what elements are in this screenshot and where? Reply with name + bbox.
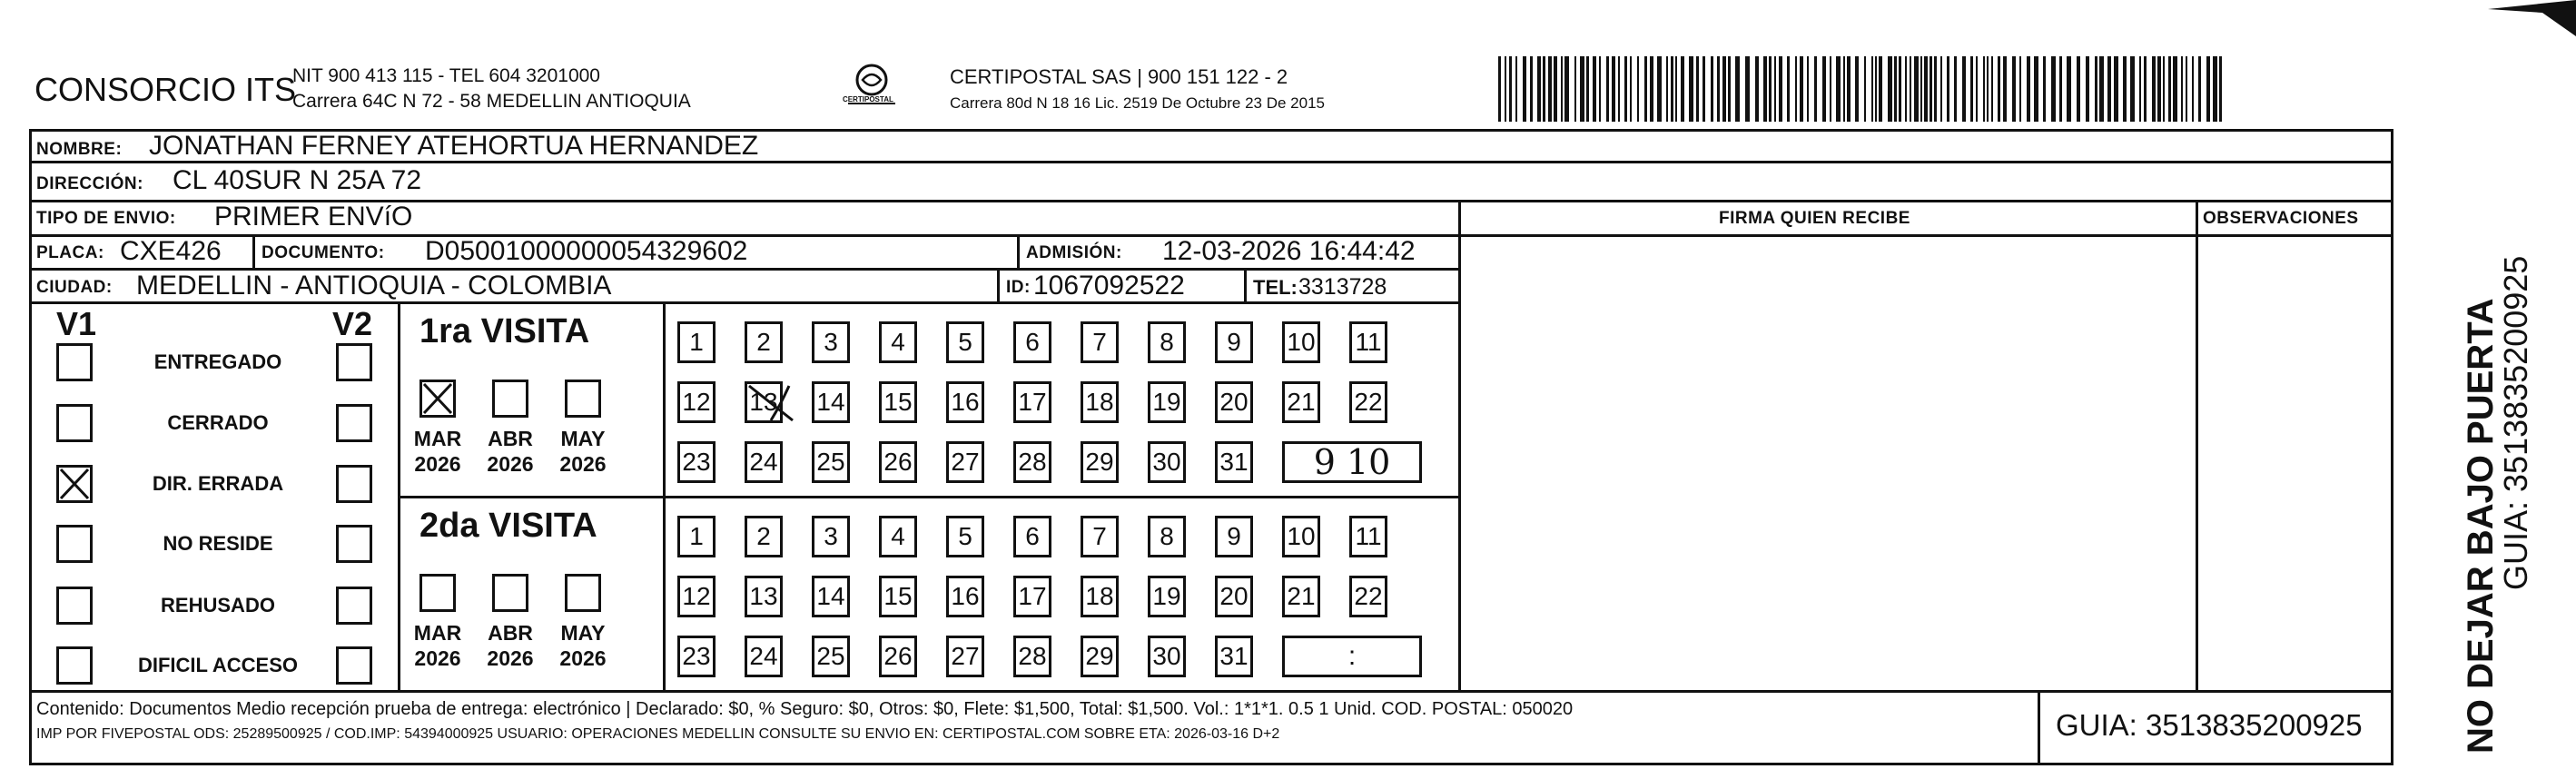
visit-time-value: : bbox=[1347, 641, 1357, 671]
visit-day-box[interactable] bbox=[1148, 516, 1186, 557]
visit-day-box[interactable] bbox=[677, 441, 716, 483]
visit-year-label: 2026 bbox=[487, 646, 534, 670]
visit-day-number: 31 bbox=[1219, 448, 1249, 476]
visit-day-box[interactable] bbox=[812, 321, 850, 363]
cross-out-icon bbox=[744, 379, 798, 428]
visit-month-checkbox[interactable] bbox=[419, 574, 456, 612]
visit-day-number: 29 bbox=[1085, 448, 1114, 476]
visit-day-box[interactable] bbox=[1081, 636, 1119, 677]
visit-day-box[interactable] bbox=[745, 516, 783, 557]
visit-day-box[interactable] bbox=[1013, 516, 1051, 557]
visit-day-box[interactable] bbox=[677, 516, 716, 557]
check-x-icon bbox=[422, 382, 453, 415]
visit-day-box[interactable] bbox=[745, 321, 783, 363]
visit-month-label: MAR bbox=[413, 427, 462, 450]
visit-day-box[interactable] bbox=[1215, 516, 1253, 557]
visit-day-number: 22 bbox=[1354, 582, 1383, 610]
visit-day-box[interactable] bbox=[1215, 381, 1253, 423]
side-guia: GUIA: 3513835200925 bbox=[2497, 255, 2534, 590]
visit-day-box[interactable] bbox=[1013, 441, 1051, 483]
visit-day-box[interactable] bbox=[1148, 576, 1186, 617]
visit-day-number: 25 bbox=[816, 642, 845, 670]
visit-day-box[interactable] bbox=[1215, 441, 1253, 483]
visit-day-number: 21 bbox=[1287, 388, 1316, 416]
guia-box-text: GUIA: 3513835200925 bbox=[2056, 708, 2363, 742]
visit-day-number: 8 bbox=[1160, 328, 1174, 356]
status-option-label: NO RESIDE bbox=[163, 532, 273, 555]
visit-day-number: 24 bbox=[749, 448, 778, 476]
visit-day-number: 28 bbox=[1018, 448, 1047, 476]
visit-day-number: 3 bbox=[824, 328, 838, 356]
status-v2-checkbox[interactable] bbox=[336, 404, 372, 442]
status-v2-checkbox[interactable] bbox=[336, 465, 372, 503]
visit-day-box[interactable] bbox=[1013, 576, 1051, 617]
visit-day-number: 1 bbox=[689, 522, 704, 550]
visit-day-box[interactable] bbox=[879, 441, 917, 483]
documento-value: D05001000000054329602 bbox=[425, 236, 748, 266]
visit-day-number: 4 bbox=[891, 522, 905, 550]
visit-day-number: 2 bbox=[756, 522, 771, 550]
visit-year-label: 2026 bbox=[487, 452, 534, 476]
visit-day-number: 14 bbox=[816, 388, 845, 416]
logo-caption: CERTIPOSTAL bbox=[843, 95, 893, 104]
visit-day-box[interactable] bbox=[879, 636, 917, 677]
nombre-label: NOMBRE: bbox=[36, 140, 123, 159]
observaciones-label: OBSERVACIONES bbox=[2203, 209, 2359, 228]
visit-day-number: 26 bbox=[883, 642, 913, 670]
visit-day-number: 9 bbox=[1227, 522, 1241, 550]
visit-day-box[interactable] bbox=[1148, 381, 1186, 423]
visit-month-label: ABR bbox=[488, 427, 533, 450]
visit-time-box[interactable] bbox=[1282, 441, 1422, 483]
certipostal-logo bbox=[835, 60, 908, 114]
visit-day-number: 15 bbox=[883, 388, 913, 416]
visit-day-box[interactable] bbox=[1282, 516, 1320, 557]
visit-day-box[interactable] bbox=[745, 381, 783, 423]
visit-day-box[interactable] bbox=[946, 321, 984, 363]
visit-day-number: 1 bbox=[689, 328, 704, 356]
id-value: 1067092522 bbox=[1033, 271, 1185, 301]
visit-year-label: 2026 bbox=[559, 452, 607, 476]
admision-label: ADMISIÓN: bbox=[1026, 243, 1122, 262]
nombre-value: JONATHAN FERNEY ATEHORTUA HERNANDEZ bbox=[149, 131, 759, 161]
id-label: ID: bbox=[1006, 278, 1031, 297]
visit-day-box[interactable] bbox=[677, 576, 716, 617]
visit-day-number: 17 bbox=[1018, 582, 1047, 610]
visit-day-number: 6 bbox=[1025, 328, 1040, 356]
status-v1-checkbox[interactable] bbox=[56, 465, 93, 503]
visit-month-label: ABR bbox=[488, 621, 533, 645]
placa-label: PLACA: bbox=[36, 243, 104, 262]
visit-day-box[interactable] bbox=[745, 576, 783, 617]
visit-day-box[interactable] bbox=[1148, 321, 1186, 363]
status-v2-checkbox[interactable] bbox=[336, 587, 372, 625]
visit-day-number: 26 bbox=[883, 448, 913, 476]
visit-day-number: 23 bbox=[682, 448, 711, 476]
visit-day-number: 13 bbox=[749, 582, 778, 610]
visit-day-number: 25 bbox=[816, 448, 845, 476]
visit-month-checkbox[interactable] bbox=[419, 380, 456, 418]
visit-day-box[interactable] bbox=[1282, 576, 1320, 617]
visit-day-number: 27 bbox=[951, 448, 980, 476]
visit-day-box[interactable] bbox=[946, 576, 984, 617]
ciudad-label: CIUDAD: bbox=[36, 278, 113, 297]
firma-label: FIRMA QUIEN RECIBE bbox=[1719, 209, 1910, 228]
visit-day-box[interactable] bbox=[812, 576, 850, 617]
visit-year-label: 2026 bbox=[414, 452, 461, 476]
visit-day-number: 18 bbox=[1085, 582, 1114, 610]
visit-day-number: 31 bbox=[1219, 642, 1249, 670]
visit-day-number: 30 bbox=[1152, 642, 1181, 670]
visit-day-number: 19 bbox=[1152, 388, 1181, 416]
visit-day-number: 24 bbox=[749, 642, 778, 670]
status-v1-checkbox[interactable] bbox=[56, 525, 93, 563]
visit-day-number: 11 bbox=[1355, 522, 1382, 550]
side-warning: NO DEJAR BAJO PUERTA bbox=[2461, 298, 2501, 754]
visit-day-number: 11 bbox=[1355, 328, 1382, 356]
visit-day-number: 16 bbox=[951, 388, 980, 416]
visit-title: 2da VISITA bbox=[419, 507, 597, 545]
visit-day-box[interactable] bbox=[879, 576, 917, 617]
status-v1-checkbox[interactable] bbox=[56, 404, 93, 442]
visit-day-number: 15 bbox=[883, 582, 913, 610]
visit-day-box[interactable] bbox=[1013, 636, 1051, 677]
visit-month-checkbox[interactable] bbox=[565, 380, 601, 418]
visit-day-number: 2 bbox=[756, 328, 771, 356]
visit-day-box[interactable] bbox=[812, 381, 850, 423]
visit-day-box[interactable] bbox=[812, 636, 850, 677]
status-option-label: DIR. ERRADA bbox=[152, 472, 284, 495]
barcode bbox=[1498, 56, 2229, 122]
visit-day-number: 17 bbox=[1018, 388, 1047, 416]
visit-day-number: 10 bbox=[1287, 522, 1316, 550]
contenido-line: Contenido: Documentos Medio recepción prueba de entrega: electrónico | Declarado: $0, % Seguro: $0, Otros: $0, Flete: $1,500, Total: $1,500. Vol.: 1*1*1. 0.5 1 Unid. COD. POSTAL: 050020 bbox=[36, 699, 1574, 719]
status-option-label: CERRADO bbox=[167, 411, 269, 434]
visit-month-label: MAR bbox=[413, 621, 462, 645]
company-nit: NIT 900 413 115 - TEL 604 3201000 bbox=[292, 65, 600, 86]
visit-day-box[interactable] bbox=[1215, 576, 1253, 617]
visit-day-number: 5 bbox=[958, 328, 972, 356]
visit-day-number: 12 bbox=[682, 582, 711, 610]
v2-label: V2 bbox=[332, 305, 373, 342]
visit-day-box[interactable] bbox=[879, 321, 917, 363]
visit-day-box[interactable] bbox=[1081, 576, 1119, 617]
visit-day-number: 8 bbox=[1160, 522, 1174, 550]
visit-day-box[interactable] bbox=[946, 381, 984, 423]
status-v1-checkbox[interactable] bbox=[56, 343, 93, 381]
tipo-value: PRIMER ENVíO bbox=[214, 202, 413, 232]
visit-day-box[interactable] bbox=[812, 441, 850, 483]
visit-day-box[interactable] bbox=[946, 441, 984, 483]
visit-day-number: 12 bbox=[682, 388, 711, 416]
visit-day-box[interactable] bbox=[946, 516, 984, 557]
visit-time-box[interactable] bbox=[1282, 636, 1422, 677]
check-x-icon bbox=[59, 468, 90, 500]
visit-day-number: 22 bbox=[1354, 388, 1383, 416]
visit-day-number: 19 bbox=[1152, 582, 1181, 610]
visit-day-number: 18 bbox=[1085, 388, 1114, 416]
corner-mark bbox=[2488, 0, 2576, 54]
visit-day-box[interactable] bbox=[1349, 576, 1387, 617]
visit-day-number: 29 bbox=[1085, 642, 1114, 670]
visit-day-number: 14 bbox=[816, 582, 845, 610]
visit-day-box[interactable] bbox=[1148, 441, 1186, 483]
barcode-icon bbox=[1498, 56, 2229, 122]
direccion-label: DIRECCIÓN: bbox=[36, 174, 143, 193]
visit-day-number: 23 bbox=[682, 642, 711, 670]
courier-license: Carrera 80d N 18 16 Lic. 2519 De Octubre 23 De 2015 bbox=[950, 94, 1325, 112]
visit-day-box[interactable] bbox=[1215, 321, 1253, 363]
visit-year-label: 2026 bbox=[559, 646, 607, 670]
status-option-label: ENTREGADO bbox=[153, 350, 282, 373]
visit-day-number: 5 bbox=[958, 522, 972, 550]
visit-day-box[interactable] bbox=[1349, 321, 1387, 363]
visit-day-number: 3 bbox=[824, 522, 838, 550]
company-name: CONSORCIO ITS bbox=[35, 71, 297, 108]
visit-title: 1ra VISITA bbox=[419, 312, 590, 350]
visit-day-box[interactable] bbox=[1081, 321, 1119, 363]
visit-day-box[interactable] bbox=[1081, 441, 1119, 483]
visit-day-box[interactable] bbox=[745, 636, 783, 677]
status-option-label: DIFICIL ACCESO bbox=[137, 654, 298, 676]
status-option-label: REHUSADO bbox=[161, 594, 275, 616]
visit-day-box[interactable] bbox=[1013, 321, 1051, 363]
ciudad-value: MEDELLIN - ANTIOQUIA - COLOMBIA bbox=[136, 271, 612, 301]
visit-day-number: 7 bbox=[1092, 522, 1107, 550]
admision-value: 12-03-2026 16:44:42 bbox=[1162, 236, 1416, 266]
visit-day-box[interactable] bbox=[879, 381, 917, 423]
visit-time-value: 9 10 bbox=[1313, 442, 1391, 482]
visit-day-box[interactable] bbox=[677, 321, 716, 363]
tel-value: 3313728 bbox=[1298, 274, 1387, 300]
documento-label: DOCUMENTO: bbox=[262, 243, 385, 262]
direccion-value: CL 40SUR N 25A 72 bbox=[173, 165, 422, 195]
visit-month-checkbox[interactable] bbox=[492, 380, 528, 418]
visit-day-box[interactable] bbox=[1013, 381, 1051, 423]
visit-day-box[interactable] bbox=[677, 636, 716, 677]
visit-day-number: 21 bbox=[1287, 582, 1316, 610]
status-v2-checkbox[interactable] bbox=[336, 343, 372, 381]
visit-day-number: 30 bbox=[1152, 448, 1181, 476]
visit-day-box[interactable] bbox=[1349, 381, 1387, 423]
visit-day-box[interactable] bbox=[1282, 321, 1320, 363]
visit-day-box[interactable] bbox=[812, 516, 850, 557]
visit-day-box[interactable] bbox=[1349, 516, 1387, 557]
visit-month-label: MAY bbox=[560, 427, 606, 450]
certipostal-logo-icon bbox=[835, 60, 908, 114]
visit-day-number: 10 bbox=[1287, 328, 1316, 356]
visit-day-box[interactable] bbox=[1081, 381, 1119, 423]
visit-day-number: 13 bbox=[749, 388, 778, 416]
placa-value: CXE426 bbox=[120, 236, 222, 266]
tipo-label: TIPO DE ENVIO: bbox=[36, 209, 176, 228]
status-v1-checkbox[interactable] bbox=[56, 646, 93, 685]
visit-day-box[interactable] bbox=[1081, 516, 1119, 557]
visit-day-number: 28 bbox=[1018, 642, 1047, 670]
visit-day-number: 7 bbox=[1092, 328, 1107, 356]
visit-day-box[interactable] bbox=[1148, 636, 1186, 677]
visit-day-number: 4 bbox=[891, 328, 905, 356]
side-panel bbox=[2406, 136, 2534, 763]
imp-line: IMP POR FIVEPOSTAL ODS: 25289500925 / COD.IMP: 54394000925 USUARIO: OPERACIONES MEDELLIN CONSULTE SU ENVIO EN: CERTIPOSTAL.COM SOBRE ETA: 2026-03-16 D+2 bbox=[36, 726, 1280, 742]
visit-day-number: 6 bbox=[1025, 522, 1040, 550]
status-v1-checkbox[interactable] bbox=[56, 587, 93, 625]
status-v2-checkbox[interactable] bbox=[336, 646, 372, 685]
visit-day-number: 9 bbox=[1227, 328, 1241, 356]
company-address: Carrera 64C N 72 - 58 MEDELLIN ANTIOQUIA bbox=[292, 91, 691, 112]
visit-day-number: 27 bbox=[951, 642, 980, 670]
visit-day-box[interactable] bbox=[946, 636, 984, 677]
status-v2-checkbox[interactable] bbox=[336, 525, 372, 563]
visit-day-number: 20 bbox=[1219, 388, 1249, 416]
visit-month-label: MAY bbox=[560, 621, 606, 645]
visit-day-box[interactable] bbox=[745, 441, 783, 483]
visit-day-box[interactable] bbox=[879, 516, 917, 557]
visit-day-box[interactable] bbox=[1282, 381, 1320, 423]
tel-label: TEL: bbox=[1253, 276, 1298, 299]
visit-year-label: 2026 bbox=[414, 646, 461, 670]
visit-day-box[interactable] bbox=[1215, 636, 1253, 677]
v1-label: V1 bbox=[56, 305, 97, 342]
visit-day-box[interactable] bbox=[677, 381, 716, 423]
visit-month-checkbox[interactable] bbox=[492, 574, 528, 612]
visit-day-number: 16 bbox=[951, 582, 980, 610]
visit-day-number: 20 bbox=[1219, 582, 1249, 610]
courier-name: CERTIPOSTAL SAS | 900 151 122 - 2 bbox=[950, 65, 1288, 88]
visit-month-checkbox[interactable] bbox=[565, 574, 601, 612]
